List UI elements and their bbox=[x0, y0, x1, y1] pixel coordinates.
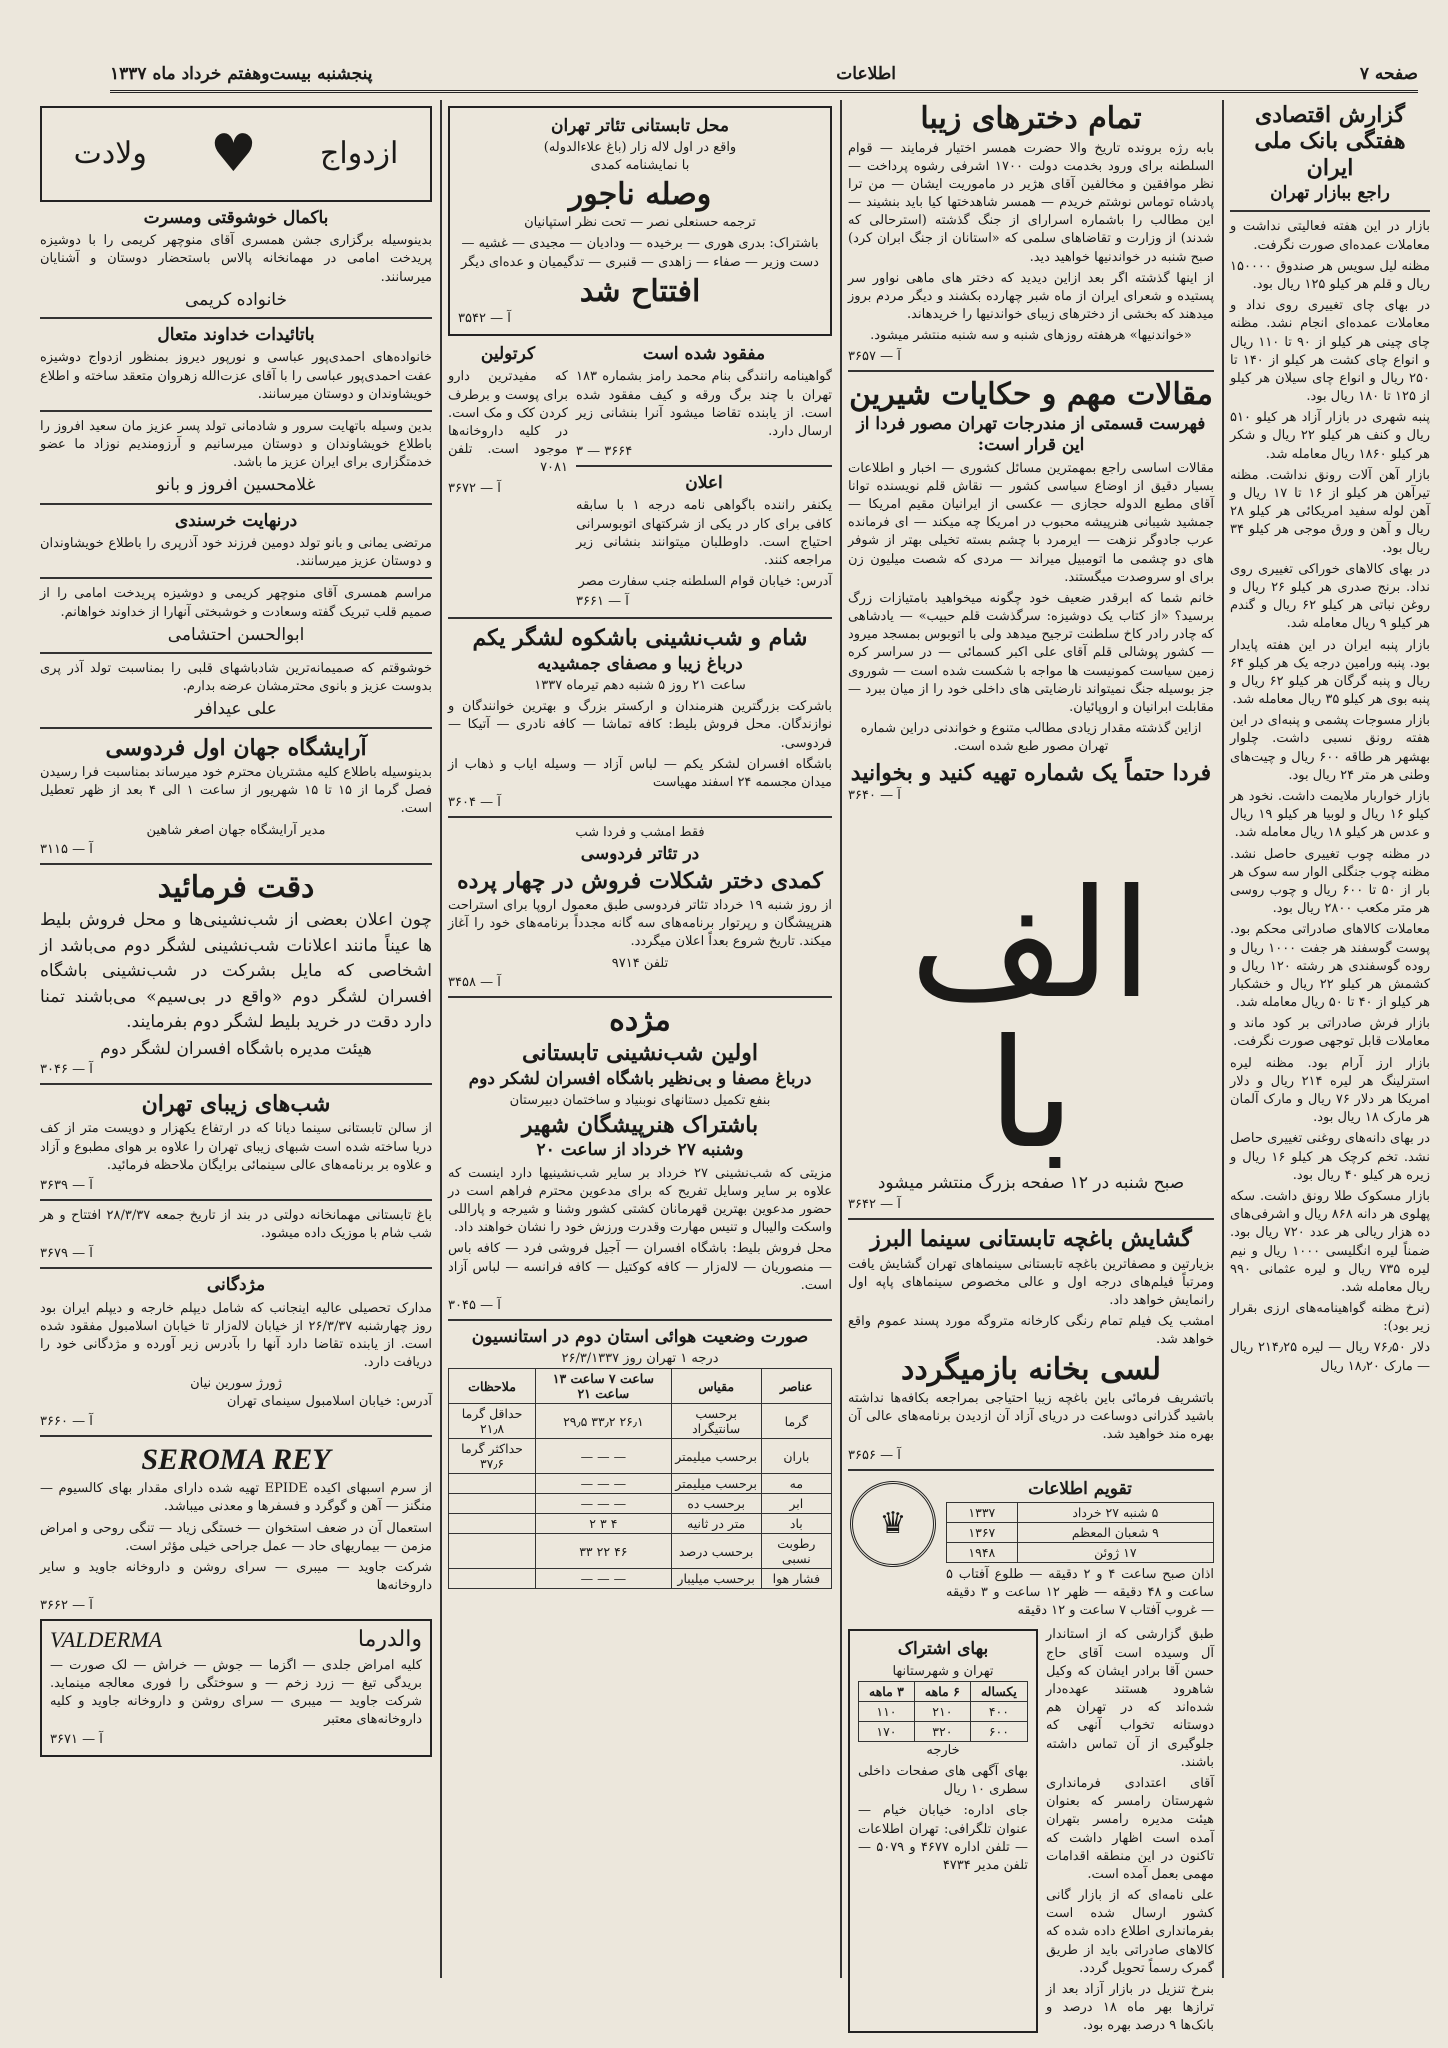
divider bbox=[40, 410, 432, 412]
price-cell: ۲۱۰ bbox=[914, 1701, 970, 1721]
marriage-label: ازدواج bbox=[320, 135, 399, 171]
dinner-time: ساعت ۲۱ روز ۵ شنبه دهم تیرماه ۱۳۳۷ bbox=[534, 678, 746, 694]
good-news-sub: درباغ مصفا و بی‌نظیر باشگاه افسران لشکر دوم bbox=[468, 1068, 812, 1089]
notice-body: بدینوسیله برگزاری جشن همسری آقای منوچهر کریمی را با دوشیزه پریدخت امامی در مهمانخانه پالاس باستحضار دوستان و آشنایان میرسانند. bbox=[40, 233, 432, 285]
calendar-cell: ۱۷ ژوئن bbox=[1017, 1542, 1213, 1562]
emblem-box bbox=[848, 1477, 938, 1624]
report-paragraph: در بهای کالاهای خوراکی تغییری روی نداد. برنج صدری هر کیلو ۲۶ ریال و روغن نباتی هر کیلو ۶۲ ریال و گندم هر کیلو ۹ ریال معامله شد. bbox=[1230, 561, 1430, 632]
ad-code: آ — ۳۶۴۲ bbox=[848, 1197, 901, 1213]
cinema-body: امشب یک فیلم تمام رنگی کارخانه متروگه مورد پسند عموم واقع خواهد شد. bbox=[848, 1314, 1214, 1348]
calendar-table bbox=[946, 1502, 1214, 1563]
report-title: گزارش اقتصادی هفتگی بانک ملی ایران bbox=[1254, 102, 1406, 181]
divider bbox=[40, 503, 432, 505]
notice-column bbox=[1046, 1623, 1214, 2038]
kortolin-title: کرتولین bbox=[480, 344, 536, 365]
good-news-details: مزیتی که شب‌نشینی ۲۷ خرداد بر سایر شب‌نشینیها دارد اینست که علاوه بر سایر وسایل تفریح که برای مدعوین محترم فراهم است در حضور مدعوین بهترین قهرمانان کشتی کشور وشنا و شیرجه و پاراللی واسکت والیبال و تنیس مهارت وقدرت ورزش خود را نشان خواهند داد. bbox=[448, 1165, 833, 1236]
weather-header: مقیاس bbox=[671, 1369, 761, 1404]
good-news-tickets: محل فروش بلیط: باشگاه افسران — آجیل فروشی فرد — کافه باس — منصوریان — لاله‌زار — کافه کوکتیل — کافه فرانسه — لباس آزاد است. bbox=[448, 1241, 832, 1293]
weather-cell: ابر bbox=[761, 1494, 831, 1514]
ferdowsi-venue: در تئاتر فردوسی bbox=[580, 844, 700, 865]
reward-title: مژدگانی bbox=[206, 1275, 266, 1296]
beauties-title: تمام دخترهای زیبا bbox=[920, 101, 1142, 136]
weather-cell: مه bbox=[761, 1474, 831, 1494]
dinner-ad bbox=[448, 625, 832, 810]
good-news-headline: اولین شب‌نشینی تابستانی bbox=[522, 1040, 758, 1067]
divider bbox=[40, 1267, 432, 1269]
weather-cell: باد bbox=[761, 1514, 831, 1534]
weather-report bbox=[448, 1327, 832, 1589]
good-news-ad bbox=[448, 1004, 832, 1313]
play-credits: ترجمه حسنعلی نصر — تحت نظر استپانیان bbox=[524, 215, 756, 231]
notice-paragraph: بنرخ تنزیل در بازار آزاد بعد از ترازها بهر ماه ۱۸ درصد و بانک‌ها ۹ درصد بهره بود. bbox=[1046, 1982, 1214, 2034]
divider bbox=[40, 1199, 432, 1201]
seroma-distributors: شرکت جاوید — میبری — سرای روشن و داروخانه جاوید و سایر داروخانه‌ها bbox=[40, 1559, 432, 1594]
ad-code: آ — ۳۶۶۱ bbox=[576, 594, 629, 610]
notice-body: مراسم همسری آقای منوچهر کریمی و دوشیزه پریدخت امامی را از صمیم قلب تبریک گفته وسعادت و خوشبختی آنهارا از خداوند خواهانم. bbox=[40, 586, 432, 620]
ad-code: آ — ۳۶۴۰ bbox=[848, 787, 901, 803]
ad-code: آ — ۳۵۴۲ bbox=[458, 311, 511, 327]
price-cell: ۱۱۰ bbox=[859, 1701, 915, 1721]
dinner-body: باشرکت بزرگترین هنرمندان و ارکستر بزرگ و بهترین خوانندگان و نوازندگان. محل فروش بلیط: کافه تماشا — کافه نادری — آتیکا — فردوسی. bbox=[448, 699, 832, 751]
weather-cell bbox=[449, 1514, 536, 1534]
column-rule bbox=[440, 100, 442, 1978]
ad-code: آ — ۳۶۰۴ bbox=[448, 795, 501, 811]
ad-code: آ — ۳۶۵۶ bbox=[848, 1447, 901, 1463]
report-paragraph: بازار پنبه ایران در این هفته پایدار بود. پنبه ورامین درجه یک هر کیلو ۶۴ ریال و پنبه گرگان هر کیلو ۶۲ ریال و پنبه بوی هر کیلو ۳۵ ریال معامله شد. bbox=[1230, 637, 1430, 708]
subscription-table bbox=[858, 1681, 1028, 1742]
seroma-uses: استعمال آن در ضعف استخوان — خستگی زیاد — تنگی روحی و امراض مزمن — بیماریهای حاد — عمل جراحی خیلی مؤثر است. bbox=[40, 1520, 432, 1554]
report-paragraph: بازار خواربار ملایمت داشت. نخود هر کیلو ۱۶ ریال و لوبیا هر کیلو ۱۹ ریال و عدس هر کیلو ۱۸ ریال معامله شد. bbox=[1230, 789, 1430, 841]
attention-sign: هیئت مدیره باشگاه افسران لشگر دوم bbox=[100, 1038, 372, 1059]
divider bbox=[848, 370, 1214, 372]
calendar-cell: ۱۳۳۷ bbox=[947, 1502, 1018, 1522]
seroma-ad bbox=[40, 1443, 432, 1614]
divider bbox=[448, 1319, 832, 1321]
weather-cell: فشار هوا bbox=[761, 1569, 831, 1589]
weather-cell: ۴۶ ۲۲ ۳۳ bbox=[536, 1534, 672, 1569]
foreign-label: خارجه bbox=[926, 1742, 960, 1758]
weather-cell: رطوبت نسبی bbox=[761, 1534, 831, 1569]
weather-header: عناصر bbox=[761, 1369, 831, 1404]
weather-row bbox=[449, 1494, 832, 1514]
seroma-brand: SEROMA REY bbox=[141, 1442, 331, 1476]
notice-sign: خانواده کریمی bbox=[184, 289, 287, 310]
small-ads-left bbox=[448, 342, 568, 611]
page-number: صفحه ۷ bbox=[1359, 64, 1418, 84]
weather-row bbox=[449, 1534, 832, 1569]
ferdowsi-body: از روز شنبه ۱۹ خرداد تئاتر فردوسی طبق معمول اروپا برای استراحت هنرپیشگان و رپرتوار برنامه‌های سه گانه مجدداً برنامه‌های خود را آغاز میکند. تاریخ شروع بعداً اعلان میگردد. bbox=[448, 897, 832, 950]
good-news-body: بنفع تکمیل دستانهای نوبنیاد و ساختمان دبیرستان bbox=[509, 1092, 771, 1108]
dinner-address: باشگاه افسران لشکر یکم — لباس آزاد — وسیله ایاب و ذهاب از میدان مجسمه ۲۴ اسفند مهیاست bbox=[448, 756, 832, 790]
report-paragraph: در بهای چای تغییری روی نداد و معاملات عمده‌ای انجام نشد. مظنه چای چینی هر کیلو از ۹۰ تا ۱۱۰ ریال و انواع چای کشت هر کیلو از ۱۴۰ تا ۲۵۰ ریال و انواع چای سیلان هر کیلو از ۱۲۵ تا ۱۸۰ ریال بود. bbox=[1230, 298, 1430, 405]
theater-location: واقع در اول لاله زار (باغ علاءالدوله) bbox=[543, 140, 737, 156]
calendar-row bbox=[947, 1542, 1214, 1562]
report-paragraph: بازار در این هفته فعالیتی نداشت و معاملات عمده‌ای صورت نگرفت. bbox=[1230, 219, 1430, 253]
small-ads-right bbox=[576, 342, 832, 611]
ad-code: آ — ۳۴۵۸ bbox=[448, 974, 501, 990]
subscription-note: بهای آگهی های صفحات داخلی سطری ۱۰ ریال bbox=[858, 1764, 1028, 1798]
report-paragraph: در مظنه چوب تغییری حاصل نشد. مظنه چوب جنگلی الوار سه سوک هر بار از ۵۰ تا ۶۰۰ ریال و چوب روسی هر متر مکعب ۲۸۰۰ ریال بود. bbox=[1230, 846, 1431, 917]
nights-title: شب‌های زیبای تهران bbox=[141, 1090, 331, 1117]
page-header bbox=[110, 58, 1418, 93]
bride-groom-icon: ♥ bbox=[210, 124, 257, 184]
divider bbox=[40, 863, 432, 865]
ad-code: آ — ۳۶۷۲ bbox=[448, 480, 501, 496]
dinner-sub: درباغ زیبا و مصفای جمشیدیه bbox=[537, 653, 743, 674]
divider bbox=[448, 617, 832, 619]
weather-cell bbox=[449, 1569, 536, 1589]
beauties-paragraph: «خواندنیها» هرهفته روزهای شنبه و سه شنبه منتشر میشود. bbox=[870, 328, 1192, 344]
weather-row bbox=[449, 1404, 832, 1439]
small-ads-row bbox=[448, 342, 832, 611]
theater-ad bbox=[448, 106, 832, 336]
weather-cell: گرما bbox=[761, 1404, 831, 1439]
reward-ad bbox=[40, 1275, 432, 1428]
report-subtitle: راجع ببازار تهران bbox=[1270, 183, 1390, 204]
salon-body: بدینوسیله باطلاع کلیه مشتریان محترم خود میرساند بمناسبت فرا رسیدن فصل گرما از ۱۵ تا ۱۵ شهریور از ساعت ۱ الی ۴ بعد از ظهر تعطیل است. bbox=[40, 764, 432, 817]
tehran-nights-ad bbox=[40, 1091, 432, 1193]
subscription-title: بهای اشتراک bbox=[897, 1639, 989, 1660]
subscription-header: ۳ ماهه bbox=[859, 1681, 915, 1701]
articles-paragraph: مقالات اساسی راجع بمهمترین مسائل کشوری — اخبار و اطلاعات بسیار دقیق از اوضاع سیاسی کشور — نقاش قلم نویسنده توانا آقای مطیع الدوله حجازی — عکسی از ایرانیان مقیم امریکا — جمشید شیبانی هنرپیشه محبوب در امریکا چه میکند — ای فرمانده عرب جادوگر نزهت — ایرمرد با چشم بسته تخیلی بهتر از شوفر های دو چشمی ما اتومبیل میراند — مردی که شصت میلیون زن برای او سروصدت میگستند. bbox=[848, 460, 1214, 585]
calendar-cell: ۹ شعبان المعظم bbox=[1017, 1522, 1213, 1542]
report-paragraph: دلار ۷۶٫۵۰ ریال — لیره ۲۱۴٫۲۵ ریال — مارک ۱۸٫۲۰ ریال bbox=[1230, 1340, 1431, 1374]
weather-cell: برحسب درصد bbox=[671, 1534, 761, 1569]
column-rule bbox=[840, 100, 842, 1978]
ad-code: آ — ۳۶۶۰ bbox=[40, 1413, 93, 1429]
theater-title: محل تابستانی تئاتر تهران bbox=[550, 116, 730, 136]
ad-code: آ — ۳۶۷۹ bbox=[40, 1246, 93, 1262]
divider bbox=[448, 996, 832, 998]
weather-row bbox=[449, 1569, 832, 1589]
beauties-paragraph: از اینها گذشته اگر بعد ازاین دیدید که دختر های ماهی نواور سر پستیده و شعرای ایران از ماه شبر چهارده بکشند و دیگر مردم بروز میدهند که بخشی از دخترهای زیبای خواندنیها را خریدهاند. bbox=[848, 270, 1214, 323]
price-cell: ۴۰۰ bbox=[970, 1701, 1027, 1721]
good-news-banner: باشتراک هنرپیشگان شهیر bbox=[521, 1112, 759, 1139]
weather-cell: برحسب میلیمتر bbox=[671, 1474, 761, 1494]
salon-sign: مدیر آرایشگاه جهان اصغر شاهین bbox=[146, 822, 326, 838]
weather-cell: باران bbox=[761, 1439, 831, 1474]
subscription-box bbox=[848, 1629, 1038, 2032]
notice-sign: علی عیدافر bbox=[195, 699, 277, 720]
report-paragraph: بازار فرش صادراتی بر کود ماند و معاملات قابل توجهی صورت نگرفت. bbox=[1230, 1016, 1430, 1050]
divider bbox=[576, 465, 832, 467]
issue-date: پنجشنبه بیست‌وهفتم خرداد ماه ۱۳۳۷ bbox=[110, 64, 373, 84]
valderma-header bbox=[50, 1627, 422, 1653]
cinema-headline: لسی بخانه بازمیگردد bbox=[900, 1351, 1162, 1387]
beauties-ad bbox=[848, 102, 1214, 364]
subscription-header: یکساله bbox=[970, 1681, 1027, 1701]
valderma-ad bbox=[40, 1619, 432, 1757]
reward-body: مدارک تحصیلی عالیه اینجانب که شامل دیپلم خارجه و دیپلم ایران بود روز چهارشنبه ۲۶/۳/۳۷ از خیابان لاله‌زار تا خیابان اسلامبول مفقود شده است. از یابنده تقاضا دارد آنها را بآدرس زیر آورده و مژدگانی خود را دریافت دارد. bbox=[40, 1300, 432, 1371]
ad-code: آ — ۳۶۷۱ bbox=[50, 1732, 103, 1748]
valderma-brand: VALDERMA bbox=[50, 1627, 163, 1653]
subscription-row bbox=[859, 1721, 1028, 1741]
weather-cell: — — — bbox=[536, 1494, 672, 1514]
attention-title: دقت فرمائید bbox=[157, 869, 315, 905]
notice-body: خانواده‌های احمدی‌پور عباسی و نورپور دیروز بمنظور ازدواج دوشیزه عفت احمدی‌پور عباسی را با آقای عزت‌الله زهروان متعقد ساخته و اطلاع خویشاوندان و دوستان میرسانند. bbox=[40, 350, 432, 402]
ad-code: آ — ۳۰۴۶ bbox=[40, 1061, 93, 1077]
birth-label: ولادت bbox=[73, 135, 147, 171]
hotel-ad bbox=[40, 1207, 432, 1261]
notice-title: باکمال خوشوقتی ومسرت bbox=[143, 208, 329, 228]
ferdowsi-title: کمدی دختر شکلات فروش در چهار پرده bbox=[457, 867, 823, 894]
mid-left-column bbox=[448, 100, 832, 1978]
price-cell: ۳۲۰ bbox=[914, 1721, 970, 1741]
calendar-cell: ۵ شنبه ۲۷ خرداد bbox=[1017, 1502, 1213, 1522]
weather-row bbox=[449, 1514, 832, 1534]
calendar bbox=[946, 1477, 1214, 1624]
play-title: وصله ناجور bbox=[568, 176, 712, 212]
weather-title: صورت وضعیت هوائی استان دوم در استانسیون bbox=[471, 1327, 809, 1347]
ad-code: آ — ۳۶۶۲ bbox=[40, 1598, 93, 1614]
hotel-body: باغ تابستانی مهمانخانه دولتی در بند از تاریخ جمعه ۲۸/۳/۳۷ افتتاح و هر شب شام با موزیک داده میشود. bbox=[40, 1207, 432, 1242]
alef-ba-note: صبح شنبه در ۱۲ صفحه بزرگ منتشر میشود bbox=[877, 1173, 1185, 1193]
weather-cell: برحسب ده bbox=[671, 1494, 761, 1514]
articles-ad bbox=[848, 378, 1214, 803]
ferdowsi-pre: فقط امشب و فردا شب bbox=[575, 825, 705, 841]
left-column bbox=[40, 100, 432, 1978]
seroma-body: از سرم اسبهای اکیده EPIDE تهیه شده دارای مقدار بهای کالسیوم — منگنز — آهن و گوگرد و فسفرها و معدنی میباشد. bbox=[40, 1481, 432, 1515]
attention-body: چون اعلان بعضی از شب‌نشینی‌ها و محل فروش بلیط ها عیناً مانند اعلانات شب‌نشینی لشگر دوم می‌باشد از اشخاصی که مایل بشرکت در شب‌نشینی باشگاه افسران لشگر دوم «واقع در بی‌سیم» می‌باشند تمنا دارد دقت در خرید بلیط لشگر دوم بفرمایند. bbox=[40, 910, 432, 1033]
weather-cell bbox=[449, 1534, 536, 1569]
calendar-block bbox=[848, 1477, 1214, 1624]
weather-cell bbox=[449, 1474, 536, 1494]
marriage-birth-banner bbox=[40, 106, 432, 202]
weather-cell: حداقل گرما ۲۱٫۸ bbox=[449, 1404, 536, 1439]
articles-paragraph: ازاین گذشته مقدار زیادی مطالب متنوع و خواندنی دراین شماره تهران مصور طبع شده است. bbox=[860, 721, 1202, 755]
dinner-title: شام و شب‌نشینی باشکوه لشگر یکم bbox=[472, 625, 808, 652]
opening-headline: افتتاح شد bbox=[579, 273, 701, 309]
crown-emblem-icon: ♛ bbox=[850, 1481, 936, 1567]
valderma-brand-fa: والدرما bbox=[357, 1627, 422, 1653]
play-cast: باشتراک: بدری هوری — برخیده — ودادیان — مجیدی — غشیه — دست وزیر — صفاء — زاهدی — قنبری — تدگیمیان و عده‌ای دیگر bbox=[461, 236, 819, 270]
divider bbox=[1230, 210, 1430, 212]
cinema-alborz-ad bbox=[848, 1226, 1214, 1462]
articles-cta: فردا حتماً یک شماره تهیه کنید و بخوانید bbox=[850, 759, 1212, 786]
weather-cell: برحسب میلیبار bbox=[671, 1569, 761, 1589]
articles-title: مقالات مهم و حکایات شیرین bbox=[849, 376, 1213, 412]
subscription-row bbox=[859, 1701, 1028, 1721]
report-paragraph: بازار مسکوک طلا رونق داشت. سکه پهلوی هر دانه ۸۶۸ ریال و اشرفی‌های ده هزار ریالی هر عدد ۷۲۰ ریال بود. ضمناً لیره انگلیسی ۱۰۰۰ ریال و نیم لیره ۷۳۵ ریال و لیره عثمانی ۹۹۰ ریال معامله شد. bbox=[1230, 1188, 1431, 1295]
attention-ad bbox=[40, 871, 432, 1077]
weather-cell bbox=[449, 1494, 536, 1514]
divider bbox=[40, 652, 432, 654]
calendar-row bbox=[947, 1522, 1214, 1542]
good-news-date: وشنبه ۲۷ خرداد از ساعت ۲۰ bbox=[536, 1140, 744, 1161]
announcement-title: اعلان bbox=[685, 473, 723, 494]
ad-code: آ — ۳۶۵۷ bbox=[848, 348, 901, 364]
cinema-title: گشایش باغچه تابستانی سینما البرز bbox=[870, 1226, 1192, 1253]
reward-sign: ژورژ سورین نیان bbox=[190, 1376, 282, 1392]
calendar-title: تقویم اطلاعات bbox=[1028, 1478, 1132, 1499]
weather-cell: — — — bbox=[536, 1439, 672, 1474]
report-paragraph: معاملات کالاهای صادراتی محکم بود. پوست گوسفند هر جفت ۱۰۰۰ ریال و روده گوسفندی هر رشته ۱۲۰ ریال و کشمش هر کیلو ۲۲ ریال و خشکبار هر کیلو از ۴۰ تا ۵۰ ریال معامله شد. bbox=[1230, 922, 1431, 1011]
subscription-address: جای اداره: خیابان خیام — عنوان تلگرافی: تهران اطلاعات — تلفن اداره ۴۶۷۷ و ۵۰۷۹ — تلفن مدیر ۴۷۳۴ bbox=[858, 1803, 1029, 1874]
divider bbox=[40, 727, 432, 729]
valderma-body: کلیه امراض جلدی — اگزما — جوش — خراش — لک صورت — بریدگی تیغ — زرد زخم — و سوختگی را فوری معالجه مینماید. شرکت جاوید — میبری — سرای روشن و داروخانه جاوید و کلیه داروخانه‌های معتبر bbox=[50, 1657, 422, 1728]
notice-sign: ابوالحسن احتشامی bbox=[167, 624, 305, 645]
divider bbox=[40, 1435, 432, 1437]
weather-table bbox=[448, 1368, 832, 1589]
notice-paragraph: علی نامه‌ای که از بازار گانی کشور ارسال شده است بفرمانداری اطلاع داده شده که کالاهای صادراتی باید از طریق گمرک رسماً تحویل گردد. bbox=[1046, 1888, 1214, 1976]
divider bbox=[40, 317, 432, 319]
subscription-header: ۶ ماهه bbox=[914, 1681, 970, 1701]
reward-address: آدرس: خیابان اسلامبول سینمای تهران bbox=[226, 1394, 432, 1410]
divider bbox=[40, 1083, 432, 1085]
theater-genre: با نمایشنامه کمدی bbox=[590, 158, 690, 174]
report-paragraph: (نرخ مظنه گواهینامه‌های ارزی بقرار زیر بود): bbox=[1230, 1301, 1430, 1335]
price-cell: ۶۰۰ bbox=[970, 1721, 1027, 1741]
economic-report-column bbox=[1230, 100, 1430, 1978]
lost-title: مفقود شده است bbox=[642, 344, 766, 365]
notice-title: درنهایت خرسندی bbox=[174, 510, 298, 531]
cinema-body: باتشریف فرمائی باین باغچه زیبا احتیاجی بمراجعه بکافه‌ها نداشته باشید گذرانی دوساعت در دریای آزاد آن ازدیدن برنامه‌های عالی آن بهره مند خواهید شد. bbox=[848, 1391, 1214, 1443]
salon-title: آرایشگاه جهان اول فردوسی bbox=[105, 734, 367, 761]
notice-body: مرتضی یمانی و بانو تولد دومین فرزند خود آذرپری را باطلاع خویشاوندان و دوستان عزیز میرسانند. bbox=[40, 535, 432, 570]
calendar-cell: ۱۳۶۷ bbox=[947, 1522, 1018, 1542]
cinema-body: بزیارتین و مصفاترین باغچه تابستانی سینماهای تهران گشایش یافت ومرتباً فیلم‌های درجه اول و عالی مخصوص سینماهای پاپه اول رانمایش خواهد داد. bbox=[848, 1256, 1214, 1309]
ad-code: آ — ۳۱۱۵ bbox=[40, 841, 93, 857]
subscription-block bbox=[848, 1623, 1214, 2038]
notice-paragraph: طبق گزارشی که از استاندار آل وسیده است آقای حاج حسن آقا برادر ایشان که وکیل شاهرود هستند عهده‌دار شده‌اند که در تهران هم دوستانه تخواب آنهی که جلوگیری از آن تماس داشته باشند. bbox=[1046, 1627, 1214, 1770]
weather-cell: برحسب میلیمتر bbox=[671, 1439, 761, 1474]
weather-row bbox=[449, 1439, 832, 1474]
ad-code: آ — ۳۰۴۵ bbox=[448, 1298, 501, 1313]
weather-cell: ۲۶٫۱ ۳۳٫۲ ۲۹٫۵ bbox=[536, 1404, 672, 1439]
notice-body: خوشوقتم که صمیمانه‌ترین شادباشهای قلبی را بمناسبت تولد آذر پری بدوست عزیز و بانوی محترمشان عرضه بدارم. bbox=[40, 660, 432, 695]
beauties-paragraph: بابه رژه برونده تاریخ والا حضرت همسر اختیار فرمایند — قوام السلطنه برای ورود بخدمت دولت ۱۷۰۰ اشرفی رشوه پرداخت — نظر موافقین و مخالفین آقای هژیر در ماموریت ایشان — من ترا پادشاه توماس نوشتم خریدم — همسر شاهدختها کیا باید بنشیند — این مطالب را باشماره اسرارای از جنگ گذشته (استرحالی که شدند) از وزارت و تقاضاهای سلمی که «استانان از جنگ ابران کرد) صبح شنبه در خواندنیها خواهید دید. bbox=[848, 140, 1214, 265]
subscription-head bbox=[859, 1681, 1028, 1701]
articles-paragraph: خانم شما که ابرقدر ضعیف خود چگونه میخواهید بامتیازات زرگ برسید؟ «از کتاب یک دوشیزه: سرگذشت قلم حبیب» — یادشاهی که چادر رادر کاخ سلطنت ترجیح میدهد ولی با اتوبوس بمسجد میرود — کشور پوشالی قلم آقای علی اکبر کسمائی — در سراسر کره زمین سیاست کمونیست ها مواجه با شکست شده است — شوروی جز بوسیله جنگ نمیتواند نارضایتی های داخلی خود را از میان ببرد — مقابلت ابرانیان و اروپائیان. bbox=[848, 590, 1214, 715]
notice-paragraph: آقای اعتدادی فرمانداری شهرستان رامسر که بعنوان هیئت مدیره رامسر بتهران آمده است اظهار داشت که تاکنون در این منطقه اقدامات مهمی بعمل آمده است. bbox=[1046, 1775, 1214, 1882]
weather-header: ساعت ۷ ساعت ۱۳ ساعت ۲۱ bbox=[536, 1369, 672, 1404]
column-rule bbox=[1222, 100, 1224, 1978]
announcement-address: آدرس: خیابان قوام السلطنه جنب سفارت مصر bbox=[578, 574, 832, 590]
weather-header: ملاحظات bbox=[449, 1369, 536, 1404]
report-paragraph: مظنه لیل سویس هر صندوق ۱۵۰۰۰۰ ریال و قلم هر کیلو ۱۲۵ ریال بود. bbox=[1230, 258, 1430, 292]
ad-code: ۳ — ۳۶۶۴ bbox=[576, 444, 633, 460]
announcement-body: یکنفر راننده باگواهی نامه درجه ۱ با سابقه کافی برای کار در یکی از شرکتهای اتوبوسرانی احتیاج است. داوطلبان میتوانند بنشانی زیر مراجعه کنند. bbox=[576, 498, 832, 568]
divider bbox=[40, 577, 432, 579]
report-paragraph: بازار ارز آرام بود. مظنه لیره استرلینگ هر لیره ۲۱۴ ریال و دلار امریکا هر دلار ۷۶ ریال و مارک آلمان هر مارک ۱۸ ریال بود. bbox=[1230, 1055, 1430, 1126]
ferdowsi-ad bbox=[448, 824, 832, 990]
notice-sign: غلامحسین افروز و بانو bbox=[156, 475, 316, 496]
calendar-times: اذان صبح ساعت ۴ و ۲ دقیقه — طلوع آفتاب ۵ ساعت و ۴۸ دقیقه — ظهر ۱۲ ساعت و ۳ دقیقه — غروب آفتاب ۷ ساعت و ۱۲ دقیقه bbox=[946, 1566, 1215, 1619]
salon-ad bbox=[40, 735, 432, 857]
divider bbox=[448, 816, 832, 818]
newspaper-name: اطلاعات bbox=[836, 64, 897, 84]
lost-body: گواهینامه رانندگی بنام محمد رامز بشماره ۱۸۳ تهران با چند برگ ورقه و کیف مفقود شده است. از یابنده تقاضا میشود آنرا بنشانی زیر ارسال دارد. bbox=[576, 369, 832, 439]
weather-head bbox=[449, 1369, 832, 1404]
ad-code: آ — ۳۶۳۹ bbox=[40, 1177, 93, 1193]
notice-body: بدین وسیله باتهایت سرور و شادمانی تولد پسر عزیز مان سعید افروز را باطلاع خویشاوندان و دوستان میرسانیم و آرزومندیم نوزاد ما عضو خدمتگزاری برای ایران عزیز ما باشد. bbox=[40, 418, 432, 471]
alef-ba-logo: الف با bbox=[909, 858, 1153, 1182]
weather-cell: — — — bbox=[536, 1569, 672, 1589]
weather-cell: — — — bbox=[536, 1474, 672, 1494]
calendar-cell: ۱۹۴۸ bbox=[947, 1542, 1018, 1562]
report-paragraph: بازار آهن آلات رونق نداشت. مظنه تیرآهن هر کیلو از ۱۶ تا ۱۷ ریال و آهن لوله سفید امریکائی هر کیلو ۲۸ ریال و آهن و ورق موجی هر کیلو ۳۴ ریال بود. bbox=[1230, 467, 1431, 556]
weather-sub: درجه ۱ تهران روز ۲۶/۳/۱۳۳۷ bbox=[561, 1351, 719, 1367]
weather-row bbox=[449, 1474, 832, 1494]
kortolin-body: که مفیدترین دارو برای پوست و برطرف کردن کک و مک است. در کلیه داروخانه‌ها موجود است. تلفن ۷۰۸۱ bbox=[448, 369, 568, 476]
calendar-row bbox=[947, 1502, 1214, 1522]
weather-cell: حداکثر گرما ۳۷٫۶ bbox=[449, 1439, 536, 1474]
mid-right-lower bbox=[848, 858, 1215, 2034]
ferdowsi-phone: تلفن ۹۷۱۴ bbox=[611, 955, 669, 971]
nights-body: از سالن تابستانی سینما دیانا که در ارتفاع یکهزار و دویست متر از کف دریا ساخته شده است شبهای زیبای تهران را علاوه بر هوای مطبوع و آزاد و علاوه بر برنامه‌های عالی سینمائی برایگان ملاحظه فرمائید. bbox=[40, 1121, 432, 1173]
good-news-title: مژده bbox=[609, 1002, 671, 1038]
weather-cell: ۴ ۳ ۲ bbox=[536, 1514, 672, 1534]
divider bbox=[848, 1218, 1214, 1220]
articles-lead: فهرست قسمتی از مندرجات تهران مصور فردا از این قرار است: bbox=[856, 414, 1206, 456]
report-paragraph: پنبه شهری در بازار آزاد هر کیلو ۵۱۰ ریال و کنف هر کیلو ۲۲ ریال و شکر هر کیلو ۱۸۶۰ ریال معامله شد. bbox=[1230, 410, 1430, 462]
price-cell: ۱۷۰ bbox=[859, 1721, 915, 1741]
subscription-subtitle: تهران و شهرستانها bbox=[892, 1663, 994, 1679]
weather-cell: برحسب سانتیگراد bbox=[671, 1404, 761, 1439]
divider bbox=[848, 1469, 1214, 1471]
report-paragraph: بازار مسوجات پشمی و پنبه‌ای در این هفته رونق نسبی داشت. چلوار بهشهر هر طاقه ۶۰۰ ریال و چیت‌های وطنی هر متر ۲۴ ریال بود. bbox=[1230, 713, 1430, 783]
report-paragraph: در بهای دانه‌های روغنی تغییری حاصل نشد. تخم کرچک هر کیلو ۱۶ ریال و زیره هر کیلو ۴۰ ریال بود. bbox=[1230, 1131, 1430, 1183]
notice-title: باتائیدات خداوند متعال bbox=[157, 325, 315, 346]
alef-ba-ad bbox=[848, 858, 1214, 1213]
weather-cell: متر در ثانیه bbox=[671, 1514, 761, 1534]
